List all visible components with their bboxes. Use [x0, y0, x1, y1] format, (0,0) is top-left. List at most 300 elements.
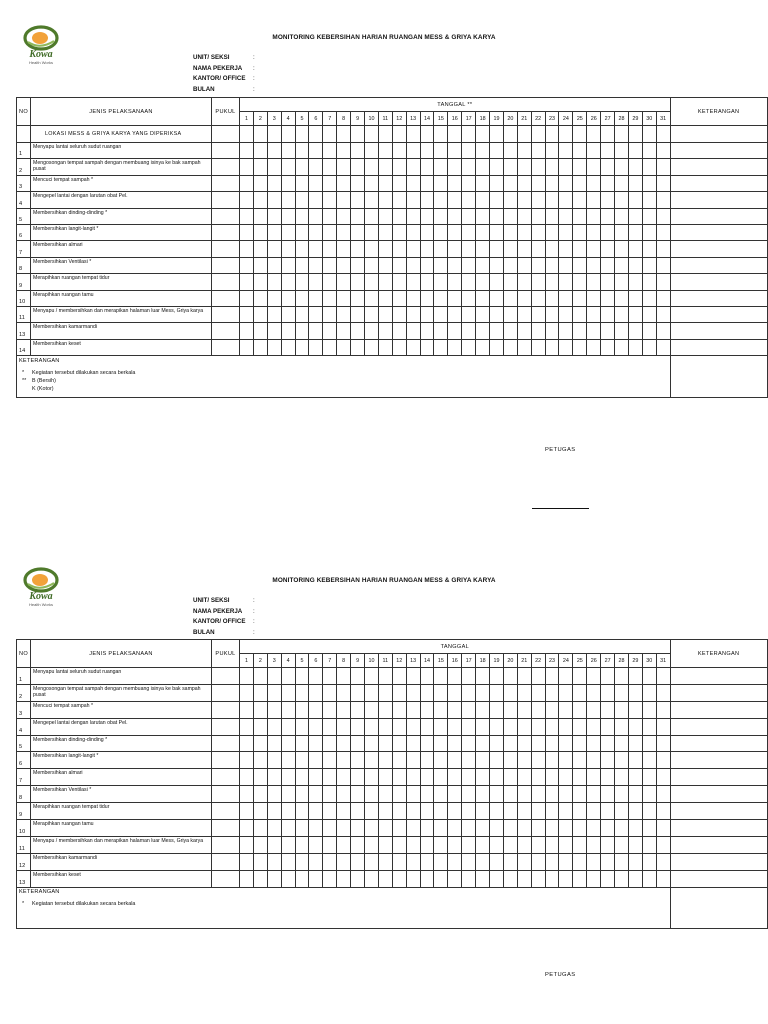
day-cell[interactable] [351, 339, 365, 355]
day-cell[interactable] [601, 701, 615, 718]
day-cell[interactable] [365, 735, 379, 752]
day-cell[interactable] [545, 143, 559, 159]
day-cell[interactable] [601, 274, 615, 290]
day-cell[interactable] [615, 735, 629, 752]
day-cell[interactable] [448, 735, 462, 752]
day-cell[interactable] [545, 159, 559, 175]
day-cell[interactable] [323, 241, 337, 257]
day-cell[interactable] [281, 224, 295, 240]
day-cell[interactable] [490, 718, 504, 735]
day-cell[interactable] [601, 853, 615, 870]
day-cell[interactable] [337, 668, 351, 685]
pukul-cell[interactable] [212, 701, 240, 718]
day-cell[interactable] [295, 126, 309, 143]
day-cell[interactable] [517, 159, 531, 175]
day-cell[interactable] [559, 668, 573, 685]
day-cell[interactable] [281, 208, 295, 224]
day-cell[interactable] [392, 786, 406, 803]
day-cell[interactable] [559, 208, 573, 224]
keterangan-cell[interactable] [670, 820, 767, 837]
day-cell[interactable] [531, 126, 545, 143]
day-cell[interactable] [462, 718, 476, 735]
day-cell[interactable] [559, 684, 573, 701]
day-cell[interactable] [545, 208, 559, 224]
day-cell[interactable] [351, 853, 365, 870]
day-cell[interactable] [656, 192, 670, 208]
day-cell[interactable] [587, 175, 601, 191]
day-cell[interactable] [601, 257, 615, 273]
day-cell[interactable] [601, 786, 615, 803]
day-cell[interactable] [309, 803, 323, 820]
day-cell[interactable] [378, 870, 392, 887]
day-cell[interactable] [281, 803, 295, 820]
day-cell[interactable] [517, 339, 531, 355]
day-cell[interactable] [503, 718, 517, 735]
day-cell[interactable] [573, 803, 587, 820]
day-cell[interactable] [434, 786, 448, 803]
day-cell[interactable] [281, 668, 295, 685]
day-cell[interactable] [253, 274, 267, 290]
day-cell[interactable] [434, 143, 448, 159]
day-cell[interactable] [406, 718, 420, 735]
day-cell[interactable] [628, 159, 642, 175]
day-cell[interactable] [406, 870, 420, 887]
day-cell[interactable] [309, 241, 323, 257]
day-cell[interactable] [392, 306, 406, 322]
day-cell[interactable] [490, 175, 504, 191]
day-cell[interactable] [365, 752, 379, 769]
day-cell[interactable] [531, 224, 545, 240]
keterangan-cell[interactable] [670, 836, 767, 853]
day-cell[interactable] [392, 803, 406, 820]
day-cell[interactable] [434, 126, 448, 143]
day-cell[interactable] [628, 752, 642, 769]
day-cell[interactable] [615, 836, 629, 853]
day-cell[interactable] [545, 853, 559, 870]
day-cell[interactable] [420, 820, 434, 837]
day-cell[interactable] [337, 241, 351, 257]
day-cell[interactable] [240, 159, 254, 175]
pukul-cell[interactable] [212, 306, 240, 322]
day-cell[interactable] [323, 143, 337, 159]
day-cell[interactable] [337, 836, 351, 853]
day-cell[interactable] [462, 836, 476, 853]
day-cell[interactable] [656, 274, 670, 290]
day-cell[interactable] [323, 870, 337, 887]
day-cell[interactable] [559, 192, 573, 208]
day-cell[interactable] [351, 870, 365, 887]
day-cell[interactable] [253, 836, 267, 853]
day-cell[interactable] [490, 870, 504, 887]
day-cell[interactable] [476, 786, 490, 803]
day-cell[interactable] [420, 668, 434, 685]
day-cell[interactable] [476, 143, 490, 159]
day-cell[interactable] [615, 820, 629, 837]
keterangan-cell[interactable] [670, 684, 767, 701]
day-cell[interactable] [323, 735, 337, 752]
day-cell[interactable] [323, 684, 337, 701]
day-cell[interactable] [531, 290, 545, 306]
day-cell[interactable] [323, 274, 337, 290]
day-cell[interactable] [392, 175, 406, 191]
day-cell[interactable] [295, 803, 309, 820]
day-cell[interactable] [615, 274, 629, 290]
day-cell[interactable] [656, 224, 670, 240]
day-cell[interactable] [531, 786, 545, 803]
day-cell[interactable] [337, 143, 351, 159]
day-cell[interactable] [434, 684, 448, 701]
day-cell[interactable] [295, 323, 309, 339]
day-cell[interactable] [573, 159, 587, 175]
day-cell[interactable] [587, 306, 601, 322]
day-cell[interactable] [448, 339, 462, 355]
day-cell[interactable] [378, 241, 392, 257]
day-cell[interactable] [448, 718, 462, 735]
day-cell[interactable] [656, 126, 670, 143]
day-cell[interactable] [490, 339, 504, 355]
day-cell[interactable] [476, 175, 490, 191]
day-cell[interactable] [642, 306, 656, 322]
day-cell[interactable] [309, 718, 323, 735]
day-cell[interactable] [337, 257, 351, 273]
day-cell[interactable] [545, 718, 559, 735]
day-cell[interactable] [545, 769, 559, 786]
day-cell[interactable] [559, 752, 573, 769]
day-cell[interactable] [490, 323, 504, 339]
day-cell[interactable] [267, 126, 281, 143]
day-cell[interactable] [434, 175, 448, 191]
day-cell[interactable] [656, 241, 670, 257]
day-cell[interactable] [531, 241, 545, 257]
day-cell[interactable] [642, 803, 656, 820]
day-cell[interactable] [517, 701, 531, 718]
day-cell[interactable] [351, 175, 365, 191]
day-cell[interactable] [378, 684, 392, 701]
day-cell[interactable] [601, 339, 615, 355]
keterangan-cell[interactable] [670, 241, 767, 257]
day-cell[interactable] [559, 701, 573, 718]
day-cell[interactable] [365, 718, 379, 735]
keterangan-cell[interactable] [670, 701, 767, 718]
day-cell[interactable] [462, 803, 476, 820]
day-cell[interactable] [656, 820, 670, 837]
day-cell[interactable] [406, 159, 420, 175]
pukul-cell[interactable] [212, 241, 240, 257]
day-cell[interactable] [587, 701, 601, 718]
day-cell[interactable] [642, 769, 656, 786]
day-cell[interactable] [323, 175, 337, 191]
day-cell[interactable] [517, 241, 531, 257]
day-cell[interactable] [406, 274, 420, 290]
day-cell[interactable] [601, 803, 615, 820]
day-cell[interactable] [573, 126, 587, 143]
day-cell[interactable] [503, 274, 517, 290]
day-cell[interactable] [337, 159, 351, 175]
day-cell[interactable] [434, 701, 448, 718]
keterangan-cell[interactable] [670, 175, 767, 191]
day-cell[interactable] [531, 306, 545, 322]
signature-line[interactable] [532, 508, 589, 509]
day-cell[interactable] [281, 241, 295, 257]
day-cell[interactable] [448, 208, 462, 224]
day-cell[interactable] [517, 224, 531, 240]
day-cell[interactable] [476, 241, 490, 257]
day-cell[interactable] [531, 769, 545, 786]
day-cell[interactable] [559, 820, 573, 837]
day-cell[interactable] [531, 803, 545, 820]
day-cell[interactable] [476, 701, 490, 718]
day-cell[interactable] [462, 274, 476, 290]
day-cell[interactable] [420, 870, 434, 887]
day-cell[interactable] [601, 668, 615, 685]
day-cell[interactable] [323, 701, 337, 718]
day-cell[interactable] [253, 224, 267, 240]
day-cell[interactable] [601, 836, 615, 853]
day-cell[interactable] [253, 803, 267, 820]
day-cell[interactable] [587, 290, 601, 306]
day-cell[interactable] [406, 241, 420, 257]
day-cell[interactable] [573, 735, 587, 752]
day-cell[interactable] [642, 786, 656, 803]
day-cell[interactable] [420, 701, 434, 718]
day-cell[interactable] [531, 175, 545, 191]
day-cell[interactable] [392, 735, 406, 752]
day-cell[interactable] [503, 752, 517, 769]
day-cell[interactable] [295, 339, 309, 355]
day-cell[interactable] [434, 718, 448, 735]
day-cell[interactable] [351, 668, 365, 685]
day-cell[interactable] [337, 684, 351, 701]
day-cell[interactable] [559, 735, 573, 752]
day-cell[interactable] [503, 126, 517, 143]
day-cell[interactable] [295, 769, 309, 786]
day-cell[interactable] [476, 752, 490, 769]
day-cell[interactable] [392, 241, 406, 257]
day-cell[interactable] [378, 224, 392, 240]
day-cell[interactable] [476, 820, 490, 837]
day-cell[interactable] [406, 192, 420, 208]
day-cell[interactable] [378, 339, 392, 355]
day-cell[interactable] [365, 701, 379, 718]
day-cell[interactable] [573, 192, 587, 208]
day-cell[interactable] [267, 192, 281, 208]
day-cell[interactable] [615, 870, 629, 887]
day-cell[interactable] [656, 175, 670, 191]
day-cell[interactable] [642, 274, 656, 290]
day-cell[interactable] [656, 306, 670, 322]
day-cell[interactable] [642, 820, 656, 837]
day-cell[interactable] [462, 786, 476, 803]
day-cell[interactable] [601, 192, 615, 208]
day-cell[interactable] [656, 339, 670, 355]
day-cell[interactable] [628, 208, 642, 224]
day-cell[interactable] [628, 306, 642, 322]
day-cell[interactable] [490, 143, 504, 159]
day-cell[interactable] [240, 853, 254, 870]
keterangan-cell[interactable] [670, 224, 767, 240]
day-cell[interactable] [503, 323, 517, 339]
day-cell[interactable] [517, 735, 531, 752]
day-cell[interactable] [545, 290, 559, 306]
day-cell[interactable] [406, 836, 420, 853]
day-cell[interactable] [281, 274, 295, 290]
day-cell[interactable] [587, 126, 601, 143]
day-cell[interactable] [642, 853, 656, 870]
day-cell[interactable] [378, 306, 392, 322]
day-cell[interactable] [434, 668, 448, 685]
day-cell[interactable] [531, 684, 545, 701]
day-cell[interactable] [420, 339, 434, 355]
day-cell[interactable] [392, 126, 406, 143]
day-cell[interactable] [531, 143, 545, 159]
day-cell[interactable] [517, 143, 531, 159]
day-cell[interactable] [503, 290, 517, 306]
day-cell[interactable] [545, 224, 559, 240]
day-cell[interactable] [295, 684, 309, 701]
day-cell[interactable] [615, 126, 629, 143]
day-cell[interactable] [267, 803, 281, 820]
pukul-cell[interactable] [212, 323, 240, 339]
day-cell[interactable] [545, 820, 559, 837]
day-cell[interactable] [642, 175, 656, 191]
day-cell[interactable] [281, 143, 295, 159]
day-cell[interactable] [503, 668, 517, 685]
day-cell[interactable] [448, 323, 462, 339]
day-cell[interactable] [281, 853, 295, 870]
day-cell[interactable] [434, 853, 448, 870]
day-cell[interactable] [601, 241, 615, 257]
day-cell[interactable] [559, 126, 573, 143]
day-cell[interactable] [573, 175, 587, 191]
day-cell[interactable] [392, 769, 406, 786]
day-cell[interactable] [392, 159, 406, 175]
keterangan-cell[interactable] [670, 870, 767, 887]
day-cell[interactable] [545, 752, 559, 769]
day-cell[interactable] [240, 718, 254, 735]
day-cell[interactable] [628, 175, 642, 191]
day-cell[interactable] [309, 126, 323, 143]
day-cell[interactable] [309, 306, 323, 322]
day-cell[interactable] [351, 718, 365, 735]
day-cell[interactable] [448, 853, 462, 870]
day-cell[interactable] [573, 290, 587, 306]
day-cell[interactable] [420, 208, 434, 224]
day-cell[interactable] [240, 870, 254, 887]
day-cell[interactable] [656, 786, 670, 803]
day-cell[interactable] [365, 241, 379, 257]
keterangan-cell[interactable] [670, 126, 767, 143]
day-cell[interactable] [267, 159, 281, 175]
day-cell[interactable] [253, 820, 267, 837]
day-cell[interactable] [559, 836, 573, 853]
day-cell[interactable] [476, 274, 490, 290]
day-cell[interactable] [587, 224, 601, 240]
day-cell[interactable] [462, 126, 476, 143]
day-cell[interactable] [628, 241, 642, 257]
day-cell[interactable] [615, 159, 629, 175]
day-cell[interactable] [309, 274, 323, 290]
day-cell[interactable] [378, 820, 392, 837]
day-cell[interactable] [573, 853, 587, 870]
day-cell[interactable] [240, 274, 254, 290]
day-cell[interactable] [628, 701, 642, 718]
day-cell[interactable] [517, 175, 531, 191]
day-cell[interactable] [462, 701, 476, 718]
day-cell[interactable] [351, 126, 365, 143]
day-cell[interactable] [642, 668, 656, 685]
day-cell[interactable] [337, 769, 351, 786]
day-cell[interactable] [281, 752, 295, 769]
day-cell[interactable] [601, 224, 615, 240]
pukul-cell[interactable] [212, 274, 240, 290]
day-cell[interactable] [253, 870, 267, 887]
day-cell[interactable] [309, 323, 323, 339]
day-cell[interactable] [240, 323, 254, 339]
day-cell[interactable] [392, 192, 406, 208]
day-cell[interactable] [628, 339, 642, 355]
day-cell[interactable] [545, 803, 559, 820]
day-cell[interactable] [490, 159, 504, 175]
day-cell[interactable] [462, 339, 476, 355]
day-cell[interactable] [392, 224, 406, 240]
day-cell[interactable] [615, 175, 629, 191]
pukul-cell[interactable] [212, 290, 240, 306]
day-cell[interactable] [392, 684, 406, 701]
day-cell[interactable] [517, 257, 531, 273]
day-cell[interactable] [420, 159, 434, 175]
day-cell[interactable] [531, 208, 545, 224]
day-cell[interactable] [281, 769, 295, 786]
day-cell[interactable] [628, 853, 642, 870]
day-cell[interactable] [365, 870, 379, 887]
day-cell[interactable] [281, 175, 295, 191]
day-cell[interactable] [365, 257, 379, 273]
day-cell[interactable] [420, 323, 434, 339]
day-cell[interactable] [240, 701, 254, 718]
day-cell[interactable] [503, 306, 517, 322]
day-cell[interactable] [406, 752, 420, 769]
day-cell[interactable] [545, 786, 559, 803]
day-cell[interactable] [295, 820, 309, 837]
pukul-cell[interactable] [212, 836, 240, 853]
pukul-cell[interactable] [212, 853, 240, 870]
day-cell[interactable] [517, 820, 531, 837]
day-cell[interactable] [656, 684, 670, 701]
day-cell[interactable] [587, 339, 601, 355]
day-cell[interactable] [420, 306, 434, 322]
day-cell[interactable] [587, 208, 601, 224]
day-cell[interactable] [406, 786, 420, 803]
day-cell[interactable] [406, 175, 420, 191]
day-cell[interactable] [406, 339, 420, 355]
day-cell[interactable] [253, 192, 267, 208]
day-cell[interactable] [267, 323, 281, 339]
day-cell[interactable] [351, 323, 365, 339]
day-cell[interactable] [337, 224, 351, 240]
day-cell[interactable] [240, 290, 254, 306]
day-cell[interactable] [503, 803, 517, 820]
day-cell[interactable] [240, 668, 254, 685]
day-cell[interactable] [615, 208, 629, 224]
day-cell[interactable] [642, 323, 656, 339]
day-cell[interactable] [253, 143, 267, 159]
day-cell[interactable] [587, 684, 601, 701]
day-cell[interactable] [545, 668, 559, 685]
day-cell[interactable] [476, 718, 490, 735]
day-cell[interactable] [281, 306, 295, 322]
day-cell[interactable] [253, 159, 267, 175]
keterangan-cell[interactable] [670, 786, 767, 803]
